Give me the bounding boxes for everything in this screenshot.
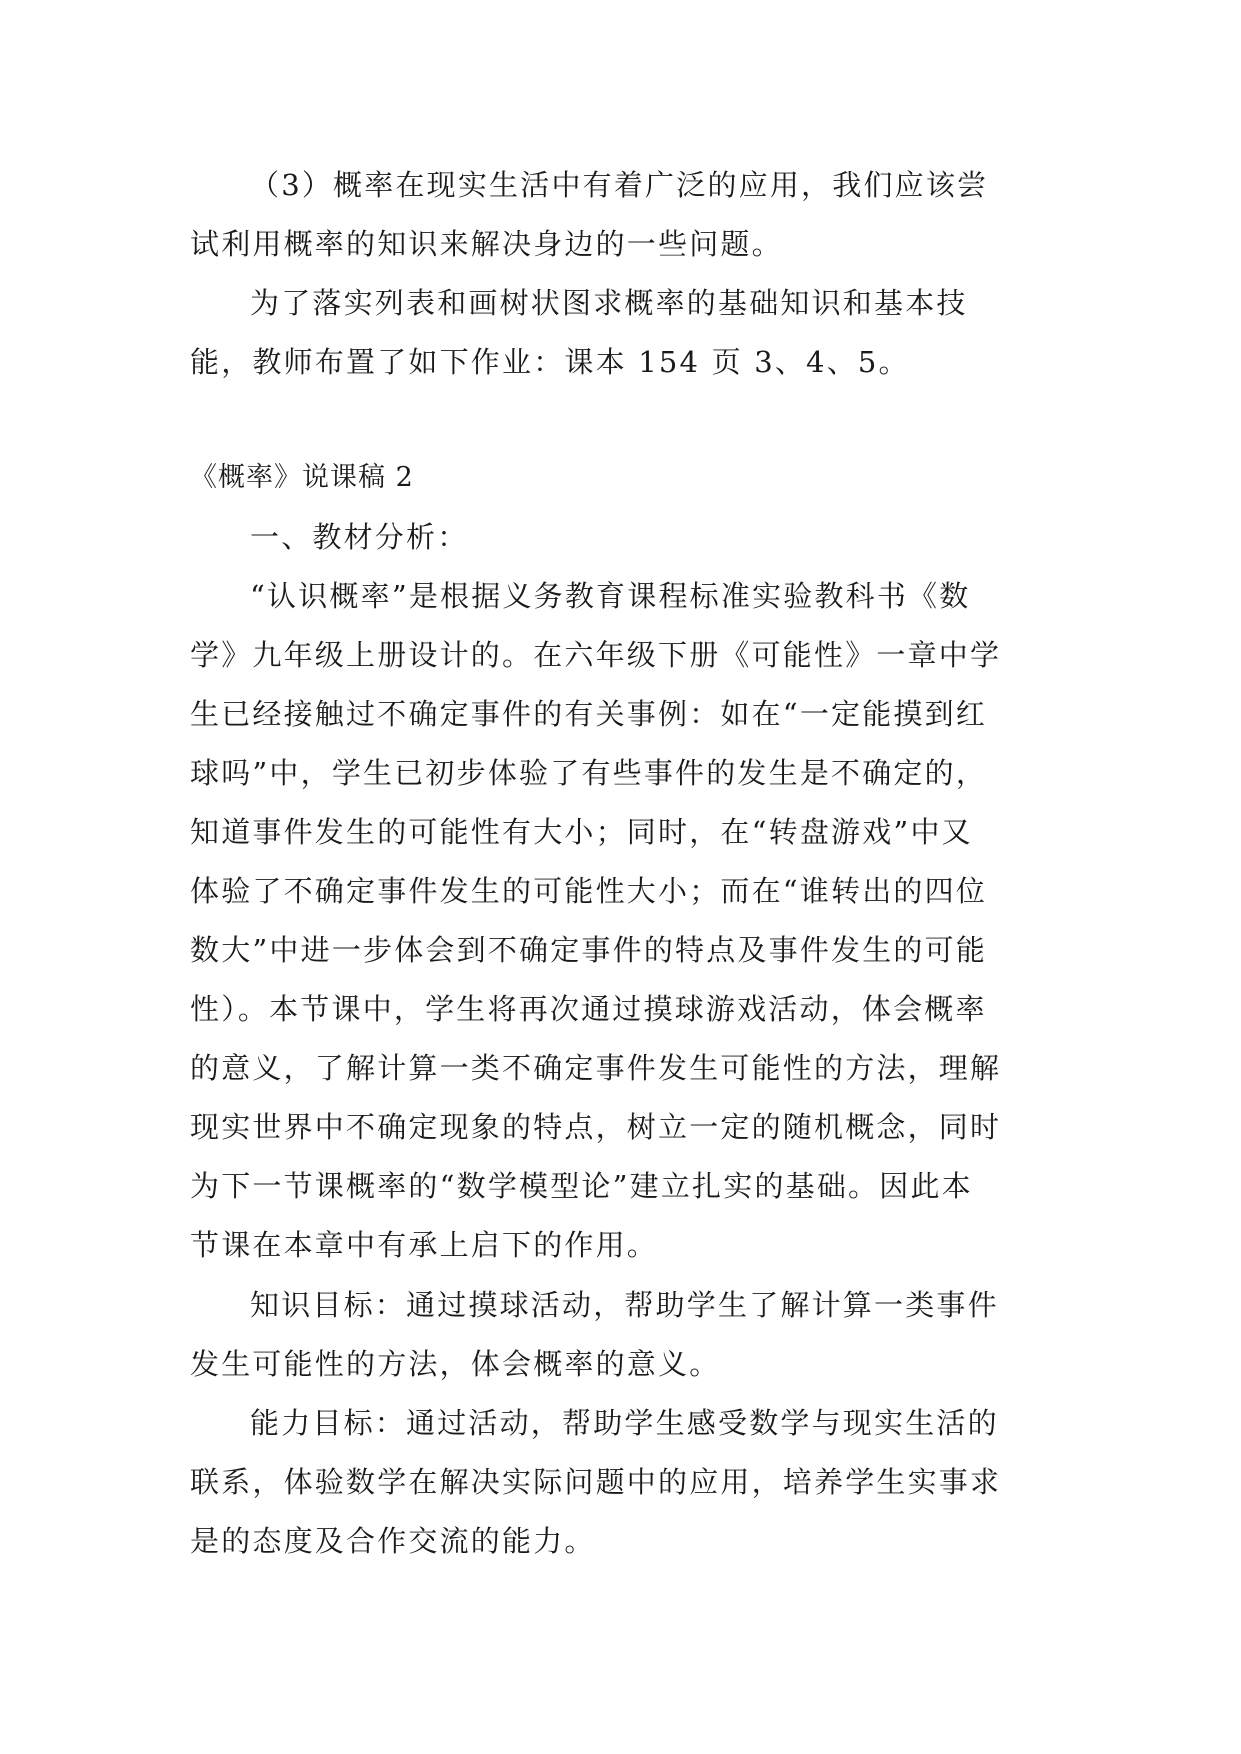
paragraph-line: 现实世界中不确定现象的特点，树立一定的随机概念，同时 [190, 1110, 1002, 1144]
paragraph-line: 能，教师布置了如下作业：课本 154 页 3、4、5。 [190, 345, 910, 379]
paragraph-line: 球吗”中，学生已初步体验了有些事件的发生是不确定的， [190, 756, 988, 790]
paragraph-line: 发生可能性的方法，体会概率的意义。 [190, 1347, 721, 1381]
paragraph-line: 知道事件发生的可能性有大小；同时，在“转盘游戏”中又 [190, 815, 973, 849]
paragraph-line: 为下一节课概率的“数学模型论”建立扎实的基础。因此本 [190, 1169, 973, 1203]
section-heading: 《概率》说课稿 2 [190, 462, 414, 493]
paragraph-line: 联系，体验数学在解决实际问题中的应用，培养学生实事求 [190, 1465, 1002, 1499]
paragraph-line: 试利用概率的知识来解决身边的一些问题。 [190, 227, 783, 261]
paragraph-line: 能力目标：通过活动，帮助学生感受数学与现实生活的 [250, 1406, 999, 1440]
paragraph-line: 的意义，了解计算一类不确定事件发生可能性的方法，理解 [190, 1051, 1002, 1085]
paragraph-line: 性）。本节课中，学生将再次通过摸球游戏活动，体会概率 [190, 992, 987, 1026]
paragraph-line: 数大”中进一步体会到不确定事件的特点及事件发生的可能 [190, 933, 988, 967]
paragraph-line: 学》九年级上册设计的。在六年级下册《可能性》一章中学 [190, 638, 1002, 672]
paragraph-line: 知识目标：通过摸球活动，帮助学生了解计算一类事件 [250, 1288, 999, 1322]
paragraph-line: 体验了不确定事件发生的可能性大小；而在“谁转出的四位 [190, 874, 988, 908]
paragraph-line: 生已经接触过不确定事件的有关事例：如在“一定能摸到红 [190, 697, 988, 731]
paragraph-line: 为了落实列表和画树状图求概率的基础知识和基本技 [250, 286, 968, 320]
paragraph-line: 节课在本章中有承上启下的作用。 [190, 1228, 659, 1262]
subsection-heading: 一、教材分析： [250, 520, 469, 554]
paragraph-line: “认识概率”是根据义务教育课程标准实验教科书《数 [250, 579, 971, 613]
paragraph-line: 是的态度及合作交流的能力。 [190, 1524, 596, 1558]
paragraph-line: （3）概率在现实生活中有着广泛的应用，我们应该尝 [250, 168, 989, 202]
